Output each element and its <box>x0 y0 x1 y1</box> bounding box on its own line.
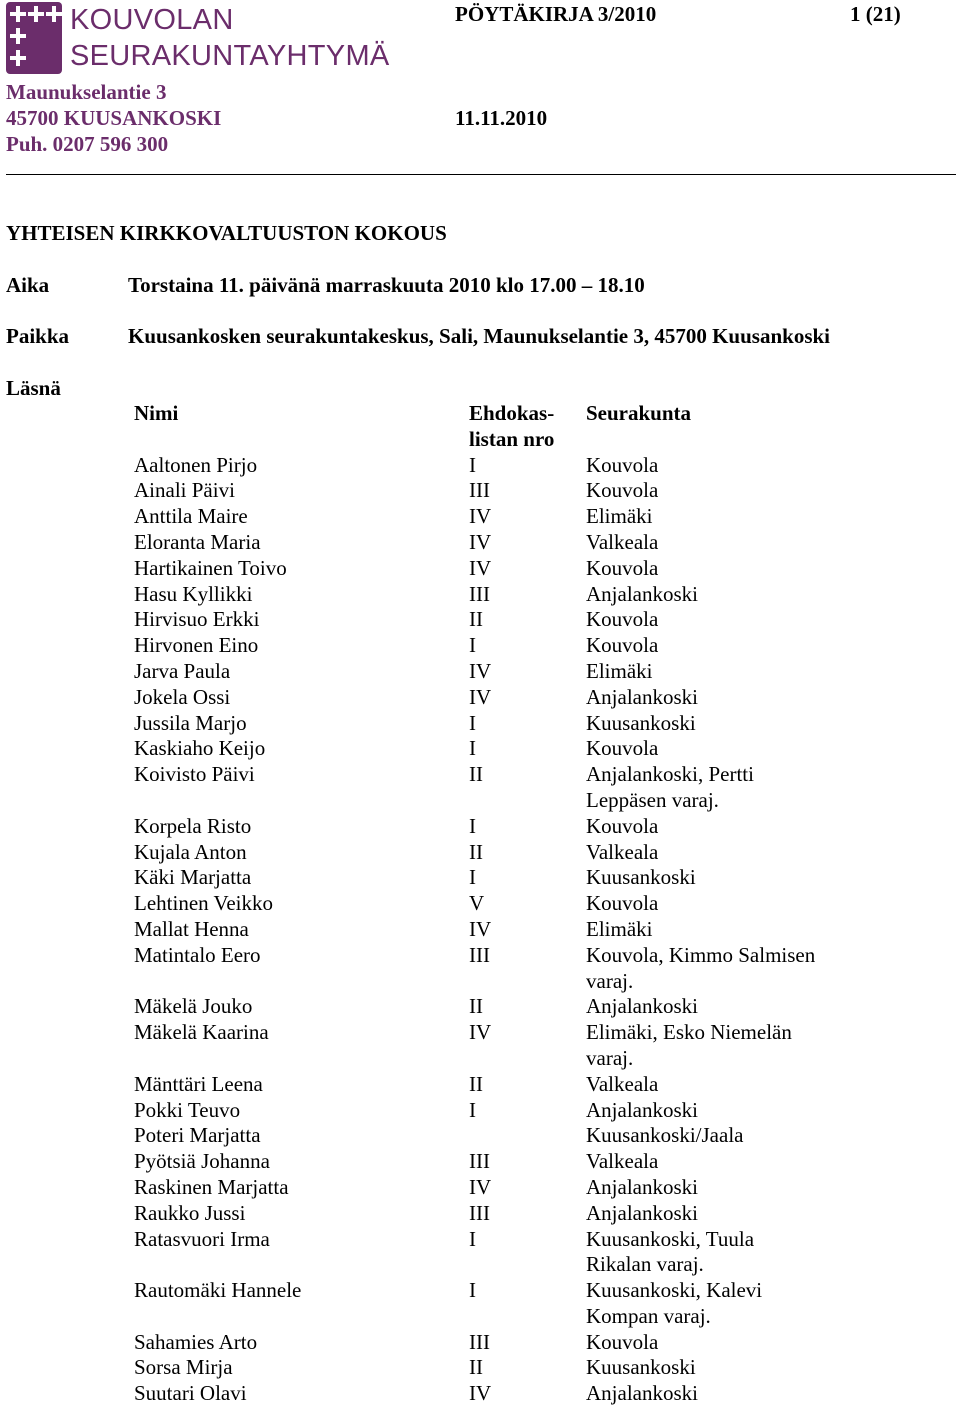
attendee-list-number: III <box>469 942 490 967</box>
attendee-list-number: IV <box>469 504 492 529</box>
attendee-parish <box>586 891 886 917</box>
attendee-table-header <box>134 401 894 453</box>
attendee-parish <box>586 1330 886 1356</box>
table-row <box>134 891 894 917</box>
attendee-parish <box>586 1149 886 1175</box>
attendee-name: Kaskiaho Keijo <box>134 736 266 761</box>
attendee-name: Pyötsiä Johanna <box>134 1149 270 1174</box>
attendee-list-number: III <box>469 1329 490 1354</box>
attendee-list-number: I <box>469 813 476 838</box>
attendee-parish-line: Kouvola <box>586 813 659 838</box>
attendee-parish-line: Anjalankoski <box>586 684 698 709</box>
table-row <box>134 453 894 479</box>
attendee-name: Mänttäri Leena <box>134 1071 263 1096</box>
column-header-list-line-1: Ehdokas- <box>469 401 555 425</box>
attendee-parish-line: Kuusankoski <box>586 865 696 890</box>
attendee-parish-line: Kouvola <box>586 1329 659 1354</box>
attendee-list-number: I <box>469 1097 476 1122</box>
attendee-list-number: IV <box>469 1174 492 1199</box>
attendee-name: Rautomäki Hannele <box>134 1278 302 1303</box>
attendee-parish-line: Kouvola <box>586 891 659 916</box>
attendee-name: Aaltonen Pirjo <box>134 452 258 477</box>
attendee-parish-line: varaj. <box>586 1045 634 1070</box>
table-row <box>134 504 894 530</box>
attendee-table <box>134 401 894 1407</box>
attendee-list-number: IV <box>469 529 492 554</box>
cross-icon <box>10 6 26 22</box>
attendee-parish-line: Anjalankoski <box>586 1200 698 1225</box>
attendee-parish-line: Anjalankoski, Pertti <box>586 762 754 787</box>
attendee-parish <box>586 1123 886 1149</box>
logo-wordmark <box>70 2 390 74</box>
present-label: Läsnä <box>6 376 61 400</box>
attendee-name: Jarva Paula <box>134 658 231 683</box>
attendee-parish <box>586 556 886 582</box>
attendee-name: Sahamies Arto <box>134 1329 258 1354</box>
place-value: Kuusankosken seurakuntakeskus, Sali, Maunukselantie 3, 45700 Kuusankoski <box>128 324 831 348</box>
table-row <box>134 1175 894 1201</box>
attendee-parish-line: Anjalankoski <box>586 1381 698 1406</box>
address-city: 45700 KUUSANKOSKI <box>6 106 222 130</box>
attendee-parish <box>586 814 886 840</box>
attendee-parish <box>586 762 886 814</box>
attendee-parish <box>586 711 886 737</box>
attendee-parish-line: varaj. <box>586 968 634 993</box>
attendee-list-number: II <box>469 1355 483 1380</box>
attendee-parish-line: Valkeala <box>586 529 659 554</box>
table-row <box>134 1355 894 1381</box>
table-row <box>134 762 894 814</box>
attendee-name: Mäkelä Jouko <box>134 994 253 1019</box>
attendee-parish-line: Elimäki, Esko Niemelän <box>586 1020 792 1045</box>
attendee-parish-line: Valkeala <box>586 839 659 864</box>
attendee-parish <box>586 1175 886 1201</box>
attendee-name: Eloranta Maria <box>134 529 261 554</box>
attendee-parish <box>586 530 886 556</box>
cross-icon <box>28 6 44 22</box>
attendee-list-number: IV <box>469 1020 492 1045</box>
attendee-list-number: III <box>469 478 490 503</box>
attendee-name: Sorsa Mirja <box>134 1355 233 1380</box>
attendee-name: Suutari Olavi <box>134 1381 247 1406</box>
attendee-name: Matintalo Eero <box>134 942 261 967</box>
attendee-parish <box>586 504 886 530</box>
attendee-parish <box>586 685 886 711</box>
page-number: 1 (21) <box>850 2 901 26</box>
logo-line-1: KOUVOLAN <box>70 4 234 36</box>
attendee-parish-line: Leppäsen varaj. <box>586 787 719 812</box>
attendee-parish <box>586 994 886 1020</box>
attendee-parish-line: Valkeala <box>586 1071 659 1096</box>
attendee-parish <box>586 943 886 995</box>
attendee-name: Mallat Henna <box>134 916 249 941</box>
attendee-name: Jokela Ossi <box>134 684 231 709</box>
attendee-parish <box>586 453 886 479</box>
table-row <box>134 556 894 582</box>
attendee-name: Lehtinen Veikko <box>134 891 274 916</box>
attendee-list-number: V <box>469 891 485 916</box>
attendee-parish <box>586 633 886 659</box>
attendee-name: Ratasvuori Irma <box>134 1226 270 1251</box>
attendee-list-number: III <box>469 1149 490 1174</box>
table-row <box>134 685 894 711</box>
attendee-name: Jussila Marjo <box>134 710 247 735</box>
attendee-list-number <box>469 1123 586 1149</box>
table-row <box>134 943 894 995</box>
table-row <box>134 478 894 504</box>
column-header-name: Nimi <box>134 401 179 425</box>
attendee-parish <box>586 865 886 891</box>
attendee-parish <box>586 1020 886 1072</box>
attendee-parish <box>586 582 886 608</box>
attendee-list-number: II <box>469 762 483 787</box>
attendee-list-number: IV <box>469 555 492 580</box>
attendee-parish <box>586 1098 886 1124</box>
table-row <box>134 530 894 556</box>
meeting-title: YHTEISEN KIRKKOVALTUUSTON KOKOUS <box>6 221 447 245</box>
table-row <box>134 1330 894 1356</box>
attendee-name: Raskinen Marjatta <box>134 1174 289 1199</box>
column-header-list-line-2: listan nro <box>469 426 555 451</box>
attendee-parish-line: Valkeala <box>586 1149 659 1174</box>
attendee-parish-line: Kouvola, Kimmo Salmisen <box>586 942 816 967</box>
table-row <box>134 917 894 943</box>
attendee-parish-line: Anjalankoski <box>586 994 698 1019</box>
meeting-date: 11.11.2010 <box>455 106 548 130</box>
attendee-parish <box>586 1227 886 1279</box>
attendee-name: Käki Marjatta <box>134 865 252 890</box>
attendee-name: Koivisto Päivi <box>134 762 255 787</box>
attendee-parish <box>586 736 886 762</box>
attendee-parish-line: Anjalankoski <box>586 581 698 606</box>
attendee-list-number: II <box>469 839 483 864</box>
attendee-name: Hirvisuo Erkki <box>134 607 260 632</box>
attendee-parish-line: Kuusankoski, Tuula <box>586 1226 755 1251</box>
attendee-name: Hartikainen Toivo <box>134 555 287 580</box>
attendee-name: Poteri Marjatta <box>134 1123 261 1148</box>
attendee-parish-line: Kouvola <box>586 736 659 761</box>
attendee-parish-line: Elimäki <box>586 658 653 683</box>
table-row <box>134 659 894 685</box>
attendee-list-number: II <box>469 1071 483 1096</box>
attendee-parish-line: Elimäki <box>586 504 653 529</box>
attendee-list-number: II <box>469 994 483 1019</box>
attendee-parish <box>586 1381 886 1407</box>
attendee-list-number: I <box>469 736 476 761</box>
organization-logo <box>6 2 390 74</box>
attendee-name: Raukko Jussi <box>134 1200 246 1225</box>
attendee-list-number: I <box>469 1278 476 1303</box>
attendee-name: Hirvonen Eino <box>134 633 259 658</box>
table-row <box>134 1149 894 1175</box>
phone-number: Puh. 0207 596 300 <box>6 132 169 156</box>
header-divider <box>6 174 956 175</box>
attendee-parish-line: Kuusankoski, Kalevi <box>586 1278 763 1303</box>
table-row <box>134 1201 894 1227</box>
attendee-name: Ainali Päivi <box>134 478 235 503</box>
attendee-list-number: III <box>469 581 490 606</box>
table-row <box>134 1381 894 1407</box>
table-row <box>134 1123 894 1149</box>
attendee-parish <box>586 478 886 504</box>
attendee-name: Anttila Maire <box>134 504 248 529</box>
table-row <box>134 814 894 840</box>
attendee-name: Pokki Teuvo <box>134 1097 241 1122</box>
attendee-list-number: I <box>469 1226 476 1251</box>
attendee-parish-line: Anjalankoski <box>586 1097 698 1122</box>
attendee-parish <box>586 1201 886 1227</box>
column-header-list-number <box>469 401 586 453</box>
table-row <box>134 1098 894 1124</box>
cross-icon <box>10 28 26 44</box>
attendee-parish-line: Kouvola <box>586 452 659 477</box>
attendee-parish <box>586 840 886 866</box>
cross-icon <box>46 6 62 22</box>
table-row <box>134 607 894 633</box>
attendee-name: Mäkelä Kaarina <box>134 1020 269 1045</box>
attendee-list-number: I <box>469 865 476 890</box>
attendee-list-number: IV <box>469 916 492 941</box>
table-row <box>134 1020 894 1072</box>
logo-line-2: SEURAKUNTAYHTYMÄ <box>70 40 390 72</box>
attendee-parish-line: Anjalankoski <box>586 1174 698 1199</box>
attendee-parish-line: Elimäki <box>586 916 653 941</box>
table-row <box>134 1072 894 1098</box>
attendee-list-number: II <box>469 607 483 632</box>
address-street: Maunukselantie 3 <box>6 80 167 104</box>
attendee-parish-line: Kouvola <box>586 633 659 658</box>
time-value: Torstaina 11. päivänä marraskuuta 2010 klo 17.00 – 18.10 <box>128 273 645 297</box>
table-row <box>134 840 894 866</box>
cross-emblem-icon <box>6 2 62 74</box>
attendee-parish <box>586 659 886 685</box>
attendee-list-number: I <box>469 633 476 658</box>
place-label: Paikka <box>6 324 70 348</box>
attendee-parish <box>586 1278 886 1330</box>
table-row <box>134 1278 894 1330</box>
table-row <box>134 994 894 1020</box>
attendee-parish-line: Kouvola <box>586 478 659 503</box>
attendee-parish <box>586 917 886 943</box>
table-row <box>134 865 894 891</box>
table-row <box>134 633 894 659</box>
attendee-list-number: IV <box>469 1381 492 1406</box>
attendee-parish-line: Kouvola <box>586 555 659 580</box>
attendee-parish-line: Kuusankoski <box>586 1355 696 1380</box>
attendee-list-number: I <box>469 710 476 735</box>
attendee-parish-line: Kouvola <box>586 607 659 632</box>
table-row <box>134 582 894 608</box>
table-row <box>134 736 894 762</box>
attendee-list-number: IV <box>469 684 492 709</box>
document-title: PÖYTÄKIRJA 3/2010 <box>455 2 657 26</box>
cross-icon <box>10 50 26 66</box>
attendee-parish-line: Rikalan varaj. <box>586 1252 704 1277</box>
attendee-parish-line: Kuusankoski <box>586 710 696 735</box>
attendee-table-body <box>134 453 894 1407</box>
column-header-parish: Seurakunta <box>586 401 692 425</box>
attendee-parish-line: Kompan varaj. <box>586 1303 711 1328</box>
attendee-list-number: I <box>469 452 476 477</box>
attendee-parish <box>586 1355 886 1381</box>
time-label: Aika <box>6 273 50 297</box>
attendee-list-number: III <box>469 1200 490 1225</box>
attendee-parish <box>586 607 886 633</box>
attendee-list-number: IV <box>469 658 492 683</box>
attendee-name: Hasu Kyllikki <box>134 581 253 606</box>
table-row <box>134 1227 894 1279</box>
attendee-name: Korpela Risto <box>134 813 252 838</box>
attendee-parish-line: Kuusankoski/Jaala <box>586 1123 744 1148</box>
attendee-parish <box>586 1072 886 1098</box>
table-row <box>134 711 894 737</box>
attendee-name: Kujala Anton <box>134 839 247 864</box>
